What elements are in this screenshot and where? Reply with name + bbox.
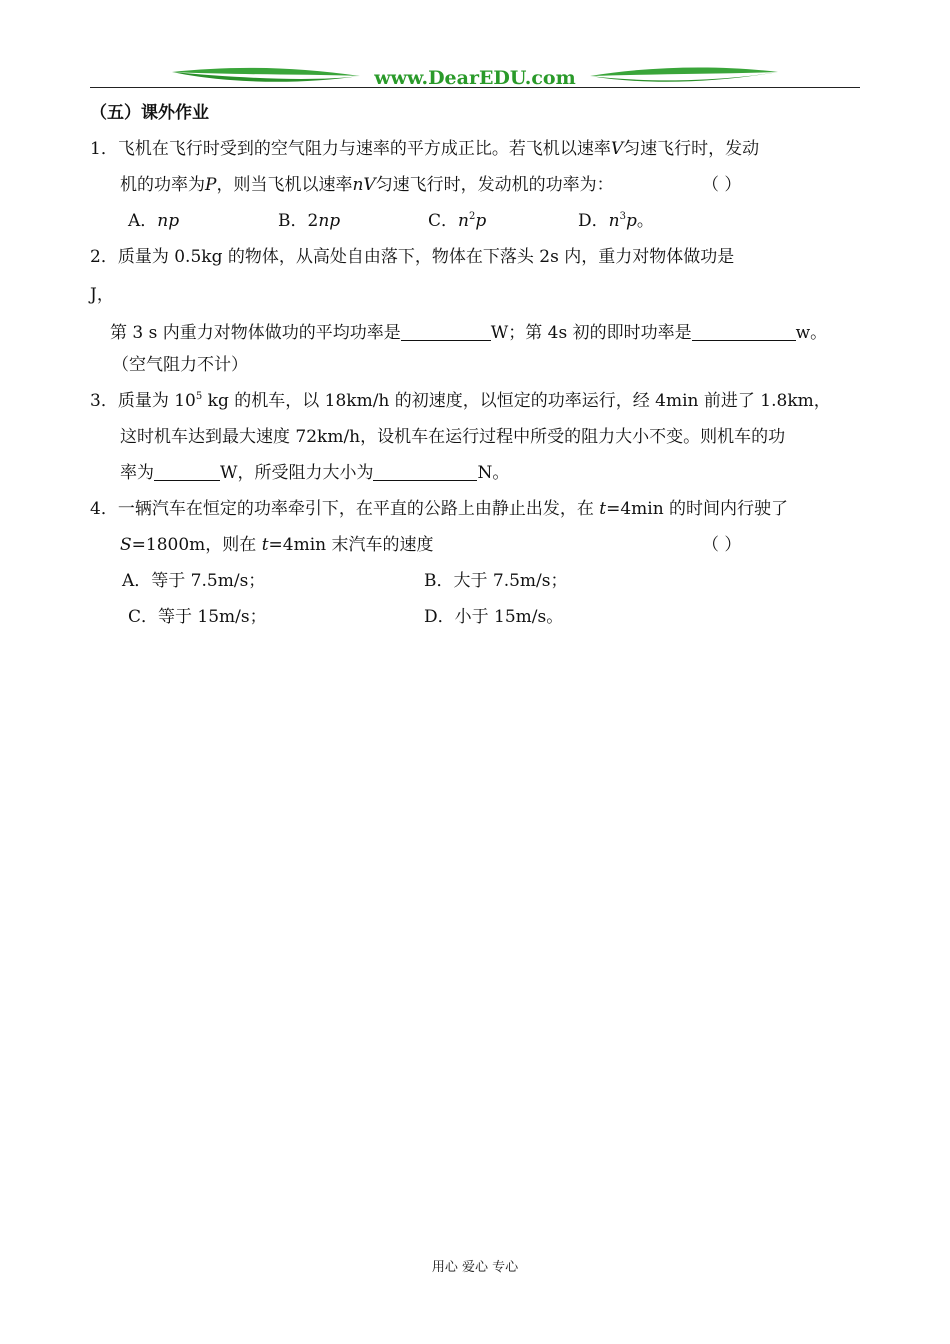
q3-blank-power[interactable]	[154, 462, 220, 481]
q2-line-2: J，	[90, 285, 114, 305]
q4-text: =4min 的时间内行驶了	[606, 499, 789, 519]
q4-option-a: A．等于 7.5m/s；	[122, 571, 266, 591]
q2-line-3	[110, 321, 827, 345]
header-site-text: www.DearEDU.com	[374, 67, 576, 89]
q3-text: 率为	[120, 463, 154, 483]
q4-var-t: t	[261, 535, 269, 555]
section-title: （五）课外作业	[90, 103, 209, 123]
q2-text: 质量为 0.5kg 的物体，从高处自由落下，物体在下落头 2s 内，重力对物体做功是	[117, 247, 735, 267]
option-value: p	[625, 211, 637, 231]
q4-line-1	[90, 497, 788, 521]
q2-blank-average-power[interactable]	[401, 322, 491, 341]
q1-text: 匀速飞行时，发动机的功率为：	[375, 175, 614, 195]
q4-line-2	[120, 533, 434, 557]
option-value: np	[157, 211, 180, 231]
q1-option-b	[278, 209, 340, 233]
q2-text: W；第 4s 初的即时功率是	[490, 323, 692, 343]
option-label: C．	[428, 211, 459, 231]
q4-number: 4．	[90, 499, 118, 519]
q4-option-d: D．小于 15m/s。	[424, 607, 564, 627]
option-value: p	[475, 211, 487, 231]
q4-text: =1800m，则在	[131, 535, 262, 555]
q4-option-c: C．等于 15m/s；	[128, 607, 267, 627]
q4-answer-bracket: （ ）	[702, 535, 742, 555]
q2-line-4: （空气阻力不计）	[112, 355, 248, 375]
q2-line-1	[90, 245, 734, 269]
q3-line-2: 这时机车达到最大速度 72km/h，设机车在运行过程中所受的阻力大小不变。则机车的功	[120, 427, 786, 447]
q1-text: ，则当飞机以速率	[216, 175, 353, 195]
q1-option-d	[578, 209, 654, 233]
q3-number: 3．	[90, 391, 118, 411]
q3-text: 质量为 10	[117, 391, 196, 411]
q4-option-b: B．大于 7.5m/s；	[424, 571, 568, 591]
header-rule	[90, 87, 860, 88]
q4-text: =4min 末汽车的速度	[268, 535, 434, 555]
option-label: D．	[578, 211, 609, 231]
q4-var-t: t	[599, 499, 607, 519]
option-end: 。	[636, 211, 654, 231]
q2-text: 第 3 s 内重力对物体做功的平均功率是	[110, 323, 401, 343]
q3-text: kg 的机车，以 18km/h 的初速度，以恒定的功率运行，经 4min 前进了 1.8km，	[202, 391, 831, 411]
q3-line-3	[120, 461, 509, 485]
q2-number: 2．	[90, 247, 118, 267]
q3-text: N。	[477, 463, 510, 483]
q1-line-2	[120, 173, 614, 197]
option-label: A．	[128, 211, 158, 231]
option-base: n	[608, 211, 620, 231]
q1-var-v: V	[610, 139, 624, 159]
q4-var-s: S	[120, 535, 132, 555]
option-coef: 2	[307, 211, 319, 231]
q2-blank-instant-power[interactable]	[692, 322, 796, 341]
option-value: np	[318, 211, 341, 231]
q3-text: W，所受阻力大小为	[220, 463, 374, 483]
option-exponent: 2	[468, 211, 476, 222]
q1-answer-bracket: （ ）	[702, 175, 742, 195]
q1-number: 1．	[90, 139, 118, 159]
q1-option-a	[128, 209, 179, 233]
q2-text: w。	[795, 323, 828, 343]
q4-text: 一辆汽车在恒定的功率牵引下，在平直的公路上由静止出发，在	[117, 499, 600, 519]
q1-var-nv: nV	[352, 175, 376, 195]
option-base: n	[458, 211, 469, 231]
q1-var-p: P	[205, 175, 217, 195]
option-label: B．	[278, 211, 308, 231]
q1-text: 机的功率为	[120, 175, 205, 195]
option-exponent: 3	[619, 211, 626, 222]
q1-text: 飞机在飞行时受到的空气阻力与速率的平方成正比。若飞机以速率	[117, 139, 611, 159]
q3-blank-resistance[interactable]	[373, 462, 477, 481]
q1-option-c	[428, 209, 486, 233]
page-footer: 用心 爱心 专心	[431, 1260, 519, 1275]
q3-line-1	[90, 389, 831, 413]
q1-line-1	[90, 137, 759, 161]
q1-text: 匀速飞行时，发动	[623, 139, 760, 159]
q3-exponent: 5	[195, 391, 203, 402]
